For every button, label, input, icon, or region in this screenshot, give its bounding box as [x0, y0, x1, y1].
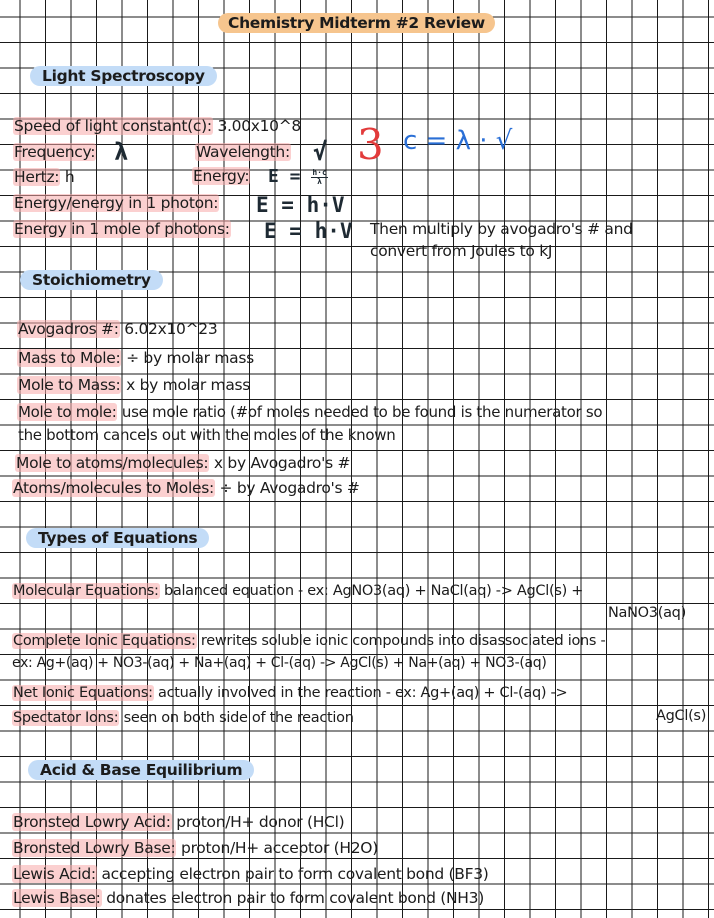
mole-to-mass-value: x by molar mass	[126, 376, 251, 394]
wavelength-label: Wavelength:	[196, 143, 290, 161]
bronsted-acid-value: proton/H+ donor (HCl)	[176, 813, 345, 831]
spectator-ions-label: Spectator Ions:	[13, 710, 119, 726]
net-ionic-continuation: AgCl(s)	[656, 708, 707, 724]
mass-to-mole-value: ÷ by molar mass	[126, 349, 254, 367]
atoms-to-moles-row	[12, 478, 360, 498]
bronsted-acid-row	[12, 812, 344, 832]
energy-label: Energy:	[193, 167, 250, 185]
mass-to-mole-row	[17, 348, 254, 368]
energy-fraction	[311, 169, 327, 186]
energy-denominator: λ	[317, 176, 322, 186]
frequency-label: Frequency:	[14, 143, 96, 161]
net-ionic-label: Net Ionic Equations:	[13, 685, 153, 701]
molecular-value: balanced equation - ex: AgNO3(aq) + NaCl(aq) -> AgCl(s) +	[163, 583, 584, 599]
mole-photon-label: Energy in 1 mole of photons:	[14, 220, 230, 238]
complete-ionic-continuation: ex: Ag+(aq) + NO3-(aq) + Na+(aq) + Cl-(aq) -> AgCl(s) + Na+(aq) + NO3-(aq)	[12, 655, 547, 671]
net-ionic-row	[12, 683, 567, 703]
avogadro-label: Avogadros #:	[18, 320, 119, 338]
net-ionic-value: actually involved in the reaction - ex: Ag+(aq) + Cl-(aq) ->	[157, 685, 568, 701]
mass-to-mole-label: Mass to Mole:	[18, 349, 121, 367]
frequency-symbol: λ	[114, 138, 129, 166]
speed-of-light-formula: c = λ · √	[403, 126, 513, 156]
avogadro-value: 6.02x10^23	[124, 320, 218, 338]
molecular-continuation: NaNO3(aq)	[608, 605, 686, 621]
mole-photon-row	[13, 219, 231, 239]
speed-label: Speed of light constant(c):	[14, 117, 212, 135]
lewis-base-row	[12, 888, 484, 908]
speed-value: 3.00x10^8	[217, 117, 301, 135]
hertz-label: Hertz:	[14, 168, 60, 186]
lewis-acid-row	[12, 864, 489, 884]
mole-to-mole-value: use mole ratio (#of moles needed to be found is the numerator so	[121, 403, 603, 421]
lewis-acid-value: accepting electron pair to form covalent bond (BF3)	[101, 865, 489, 883]
section-heading-stoich	[20, 270, 163, 290]
section-heading-light	[30, 66, 217, 86]
lewis-acid-label: Lewis Acid:	[13, 865, 96, 883]
spectator-ions-value: seen on both side of the reaction	[123, 710, 354, 726]
molecular-row	[12, 581, 583, 601]
energy-row	[192, 166, 250, 186]
red-brace: 3	[357, 120, 384, 169]
complete-ionic-row	[12, 631, 605, 651]
avogadro-row	[17, 319, 217, 339]
atoms-to-moles-value: ÷ by Avogadro's #	[219, 479, 360, 497]
page-title	[218, 13, 495, 33]
mole-to-atoms-label: Mole to atoms/molecules:	[16, 454, 209, 472]
energy-numerator: h·c	[312, 167, 327, 177]
energy-formula-lhs: E =	[268, 166, 301, 187]
bronsted-base-row	[12, 838, 378, 858]
mole-photon-formula: E = h·V	[264, 219, 353, 243]
bronsted-base-label: Bronsted Lowry Base:	[13, 839, 176, 857]
mole-to-atoms-value: x by Avogadro's #	[213, 454, 351, 472]
photon-energy-row	[13, 193, 219, 213]
bronsted-acid-label: Bronsted Lowry Acid:	[13, 813, 171, 831]
frequency-row	[13, 142, 96, 162]
mole-photon-note-2: convert from Joules to kJ	[370, 242, 553, 260]
section-heading-acid-base	[28, 760, 254, 780]
section-stoich-label: Stoichiometry	[20, 270, 163, 290]
spectator-ions-row	[12, 708, 354, 728]
hertz-value: h	[64, 168, 75, 186]
mole-to-mass-row	[17, 375, 250, 395]
complete-ionic-label: Complete Ionic Equations:	[13, 633, 196, 649]
section-heading-equations	[26, 528, 209, 548]
energy-formula	[268, 166, 328, 187]
mole-to-mole-row	[17, 402, 602, 422]
speed-of-light-row	[13, 116, 301, 136]
wavelength-symbol: √	[313, 138, 328, 166]
mole-to-mass-label: Mole to Mass:	[18, 376, 121, 394]
lewis-base-label: Lewis Base:	[13, 889, 101, 907]
complete-ionic-value: rewrites soluble ionic compounds into disassociated ions -	[200, 633, 606, 649]
bronsted-base-value: proton/H+ acceptor (H2O)	[181, 839, 378, 857]
section-light-label: Light Spectroscopy	[30, 66, 217, 86]
section-acid-base-label: Acid & Base Equilibrium	[28, 760, 254, 780]
hertz-row	[13, 167, 74, 187]
molecular-label: Molecular Equations:	[13, 583, 159, 599]
atoms-to-moles-label: Atoms/molecules to Moles:	[13, 479, 214, 497]
mole-to-mole-continuation: the bottom cancels out with the moles of the known	[18, 426, 396, 444]
section-equations-label: Types of Equations	[26, 528, 209, 548]
photon-energy-label: Energy/energy in 1 photon:	[14, 194, 219, 212]
photon-energy-formula: E = h·V	[256, 193, 345, 217]
wavelength-row	[195, 142, 291, 162]
lewis-base-value: donates electron pair to form covalent bond (NH3)	[106, 889, 484, 907]
mole-photon-note-1: Then multiply by avogadro's # and	[370, 220, 633, 238]
title-highlight: Chemistry Midterm #2 Review	[218, 13, 495, 33]
mole-to-atoms-row	[15, 453, 350, 473]
mole-to-mole-label: Mole to mole:	[18, 403, 117, 421]
